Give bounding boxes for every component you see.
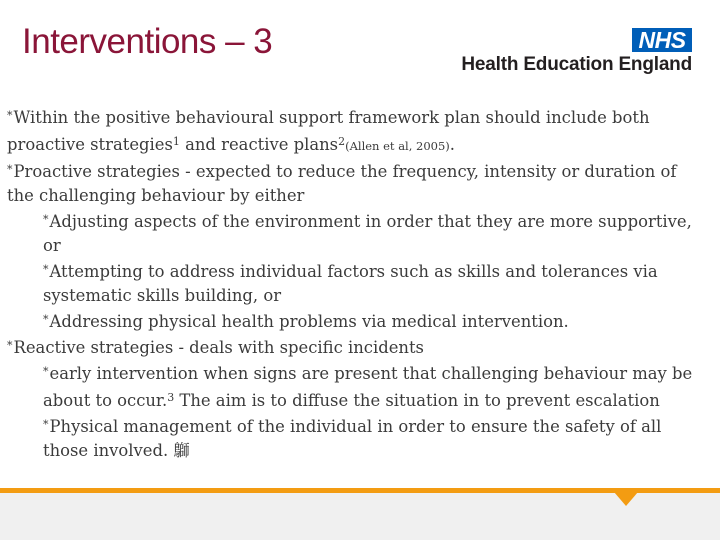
bullet-item	[7, 334, 707, 360]
bullet-marker: *	[43, 213, 49, 226]
slide-body	[7, 104, 707, 463]
superscript-ref: 3	[167, 391, 175, 404]
sub-bullet-item	[7, 308, 707, 334]
bullet-marker: *	[43, 313, 49, 326]
sub-bullet-item	[7, 360, 707, 413]
bullet-marker: *	[43, 418, 49, 431]
bullet-text: early intervention when signs are present that challenging behaviour may be about to occur.	[43, 364, 693, 410]
bullet-text: Physical management of the individual in order to ensure the safety of all those involved. 鶳	[43, 417, 662, 460]
bullet-marker: *	[7, 163, 13, 176]
bullet-text: Proactive strategies - expected to reduce the frequency, intensity or duration of the challenging behaviour by either	[7, 162, 677, 205]
bullet-text: The aim is to diffuse the situation in to prevent escalation	[174, 391, 660, 410]
bullet-marker: *	[7, 109, 13, 122]
bullet-item	[7, 104, 707, 158]
superscript-ref: 1	[172, 135, 180, 148]
citation: (Allen et al, 2005)	[345, 139, 450, 153]
bullet-text: Addressing physical health problems via medical intervention.	[49, 312, 569, 331]
slide-title: Interventions – 3	[22, 22, 273, 61]
footer-accent-notch	[614, 492, 638, 506]
bullet-text: and reactive plans	[179, 135, 339, 154]
bullet-text: Reactive strategies - deals with specific incidents	[13, 338, 424, 357]
org-name: Health Education England	[461, 54, 692, 75]
bullet-text: Adjusting aspects of the environment in order that they are more supportive, or	[43, 212, 692, 255]
bullet-marker: *	[43, 263, 49, 276]
sub-bullet-item	[7, 258, 707, 308]
bullet-marker: *	[43, 365, 49, 378]
bullet-text: .	[449, 135, 456, 154]
sub-bullet-item	[7, 208, 707, 258]
sub-bullet-item	[7, 413, 707, 463]
bullet-text: Attempting to address individual factors such as skills and tolerances via systematic skills building, or	[43, 262, 658, 305]
bullet-text: Within the positive behavioural support framework plan should include both proactive strategies	[7, 108, 650, 154]
nhs-logo: NHS	[632, 28, 692, 52]
footer-band	[0, 488, 720, 540]
bullet-item	[7, 158, 707, 208]
footer-accent-line	[0, 488, 720, 493]
bullet-marker: *	[7, 339, 13, 352]
superscript-ref: 2	[338, 135, 346, 148]
